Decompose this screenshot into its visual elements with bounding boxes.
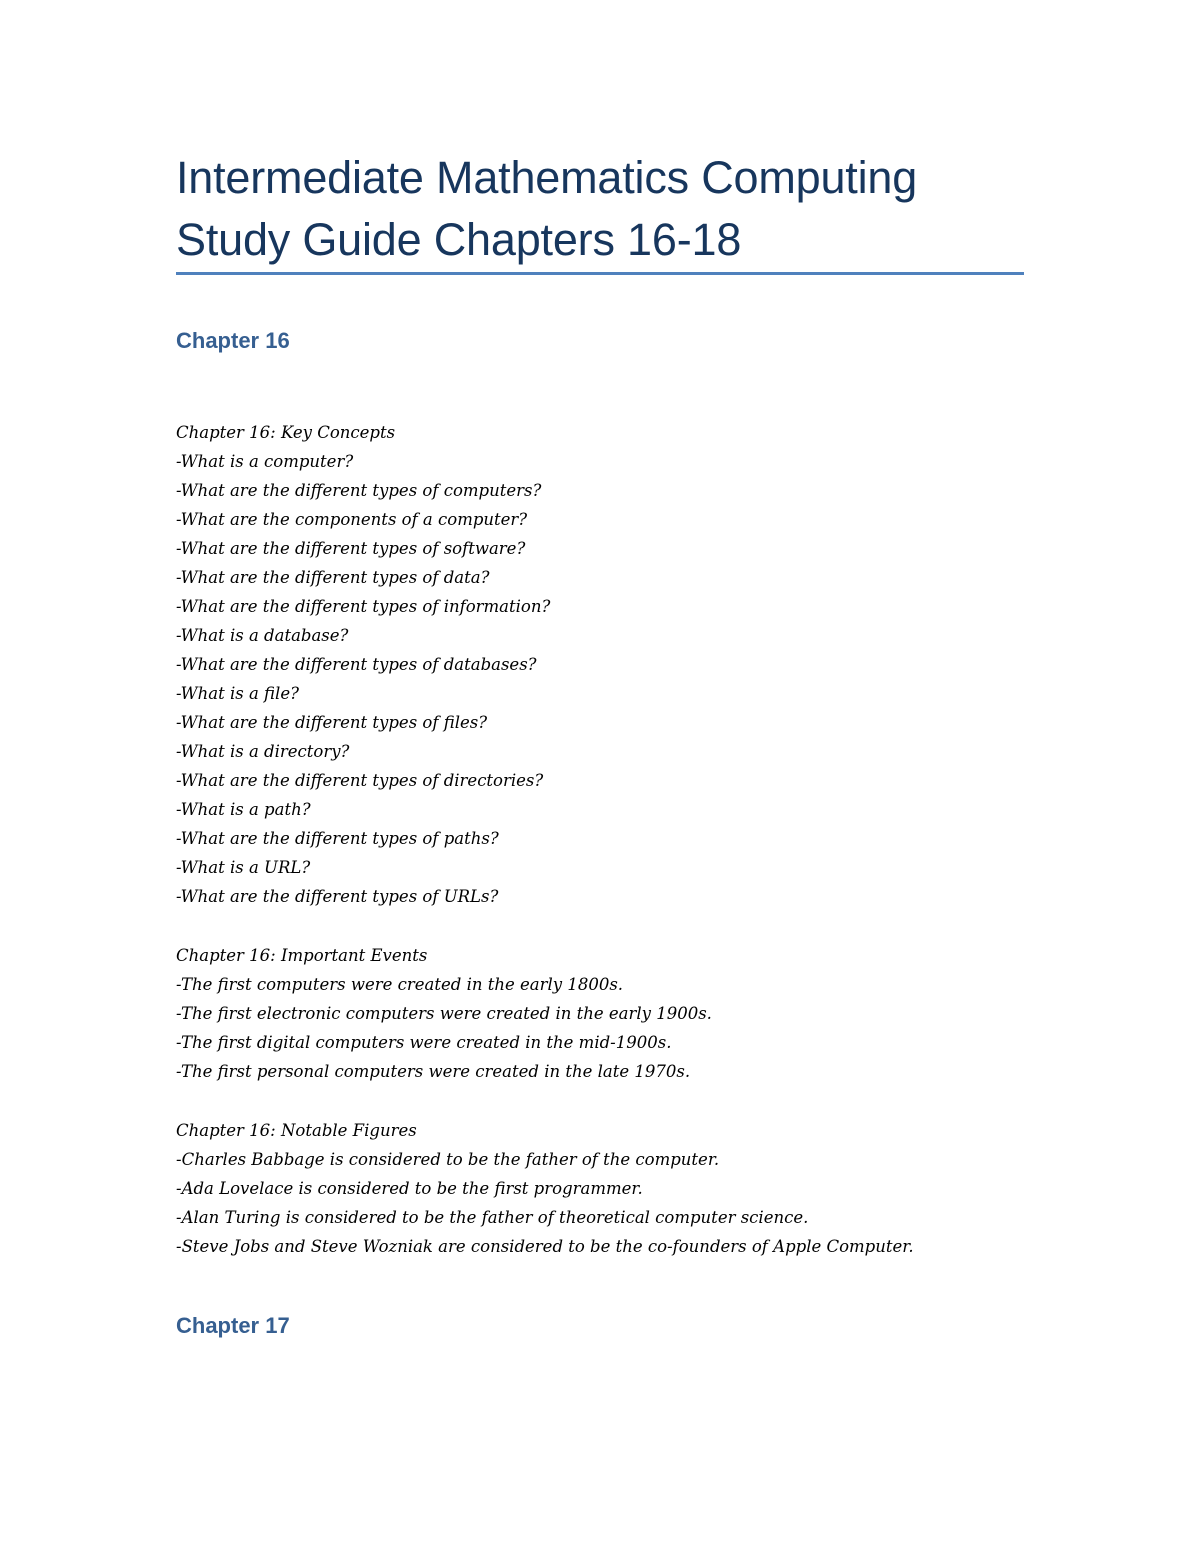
key-concept-item: -What are the different types of databases?	[176, 655, 537, 674]
key-concept-item: -What are the different types of files?	[176, 713, 488, 732]
key-concept-item: -What is a computer?	[176, 452, 354, 471]
important-events-section	[176, 941, 712, 1086]
key-concept-item: -What are the different types of URLs?	[176, 887, 499, 906]
notable-figure-item: -Charles Babbage is considered to be the father of the computer.	[176, 1150, 720, 1169]
notable-figure-item: -Ada Lovelace is considered to be the first programmer.	[176, 1179, 643, 1198]
key-concept-item: -What is a URL?	[176, 858, 311, 877]
key-concept-item: -What are the different types of software?	[176, 539, 526, 558]
key-concept-item: -What are the different types of directories?	[176, 771, 544, 790]
key-concept-item: -What are the components of a computer?	[176, 510, 528, 529]
document-title-line-2: Study Guide Chapters 16-18	[176, 214, 742, 265]
important-event-item: -The first digital computers were created in the mid-1900s.	[176, 1033, 672, 1052]
key-concept-item: -What are the different types of computers?	[176, 481, 542, 500]
key-concept-item: -What are the different types of data?	[176, 568, 490, 587]
notable-figures-label: Chapter 16: Notable Figures	[176, 1121, 417, 1140]
key-concept-item: -What are the different types of paths?	[176, 829, 499, 848]
important-event-item: -The first electronic computers were created in the early 1900s.	[176, 1004, 712, 1023]
key-concepts-section	[176, 418, 550, 911]
key-concept-item: -What is a database?	[176, 626, 349, 645]
important-events-label: Chapter 16: Important Events	[176, 946, 428, 965]
notable-figures-section	[176, 1116, 914, 1261]
key-concept-item: -What is a directory?	[176, 742, 350, 761]
key-concept-item: -What is a file?	[176, 684, 299, 703]
important-event-item: -The first personal computers were created in the late 1970s.	[176, 1062, 691, 1081]
title-underline-rule	[176, 272, 1024, 275]
document-title-line-1: Intermediate Mathematics Computing	[176, 152, 918, 203]
key-concepts-label: Chapter 16: Key Concepts	[176, 423, 396, 442]
key-concept-item: -What is a path?	[176, 800, 311, 819]
key-concept-item: -What are the different types of information?	[176, 597, 551, 616]
notable-figure-item: -Alan Turing is considered to be the father of theoretical computer science.	[176, 1208, 809, 1227]
chapter-16-heading: Chapter 16	[176, 328, 290, 353]
notable-figure-item: -Steve Jobs and Steve Wozniak are considered to be the co-founders of Apple Computer.	[176, 1237, 914, 1256]
chapter-17-heading: Chapter 17	[176, 1313, 290, 1338]
important-event-item: -The first computers were created in the early 1800s.	[176, 975, 624, 994]
